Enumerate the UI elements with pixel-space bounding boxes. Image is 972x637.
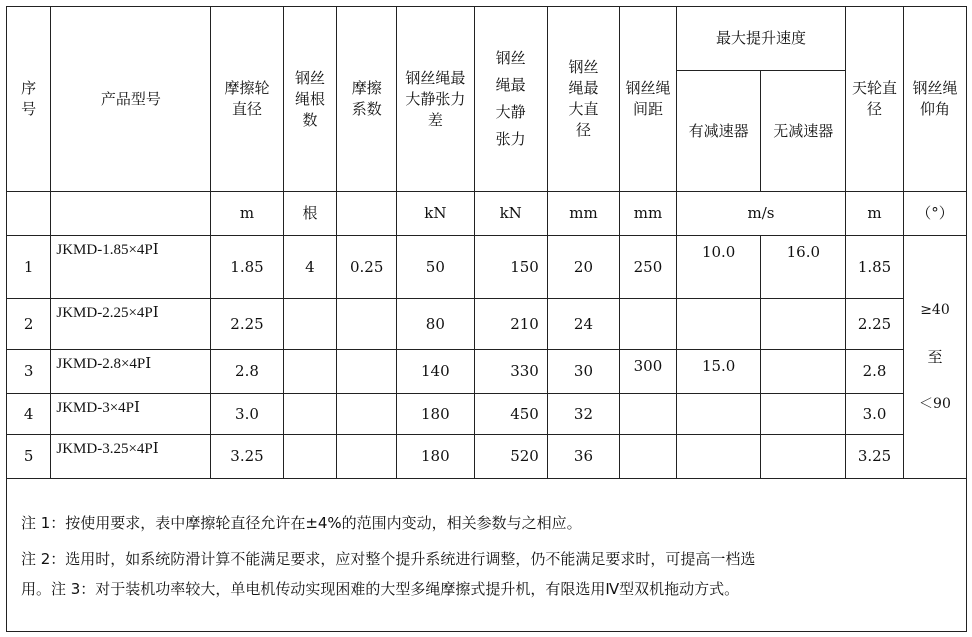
row-max-static-tension: 210 [474, 299, 547, 350]
row-seq: 2 [7, 299, 51, 350]
unit-max-tension-diff: kN [397, 192, 474, 236]
header-sheave-diameter: 天轮直径 [846, 7, 904, 192]
row-max-rope-diameter: 24 [547, 299, 619, 350]
header-max-rope-diameter: 钢丝绳最大直径 [547, 7, 619, 192]
row-friction-coef [337, 299, 397, 350]
header-friction-coef: 摩擦系数 [337, 7, 397, 192]
unit-max-static-tension: kN [474, 192, 547, 236]
unit-friction-coef [337, 192, 397, 236]
row-max-rope-diameter: 32 [547, 394, 619, 435]
unit-elevation-angle: （°） [903, 192, 966, 236]
unit-seq [7, 192, 51, 236]
header-max-speed: 最大提升速度 [676, 7, 845, 71]
row-rope-count [283, 299, 337, 350]
row-model: JKMD-2.8×4PⅠ [51, 350, 211, 394]
spec-table [6, 6, 967, 479]
row-friction-coef [337, 394, 397, 435]
row-sheave-diameter: 3.0 [846, 394, 904, 435]
table-row [7, 394, 967, 435]
header-model: 产品型号 [51, 7, 211, 192]
row-speed-without-reducer [761, 435, 846, 479]
row-max-rope-diameter: 36 [547, 435, 619, 479]
header-without-reducer: 无减速器 [761, 71, 846, 192]
unit-rope-count: 根 [283, 192, 337, 236]
row-rope-spacing [620, 435, 677, 479]
row-rope-spacing [620, 299, 677, 350]
row-friction-coef [337, 435, 397, 479]
elevation-angle-range [903, 236, 966, 479]
unit-max-rope-diameter: mm [547, 192, 619, 236]
row-max-static-tension: 150 [474, 236, 547, 299]
row-max-tension-diff: 80 [397, 299, 474, 350]
row-drum-diameter: 3.0 [211, 394, 283, 435]
unit-drum-diameter: m [211, 192, 283, 236]
row-max-static-tension: 450 [474, 394, 547, 435]
angle-mid: 至 [927, 347, 943, 366]
row-rope-spacing: 250 [620, 236, 677, 299]
row-rope-count: 4 [283, 236, 337, 299]
row-max-rope-diameter: 20 [547, 236, 619, 299]
row-speed-with-reducer [676, 299, 761, 350]
row-friction-coef [337, 350, 397, 394]
row-speed-with-reducer: 10.0 [676, 236, 761, 299]
row-max-tension-diff: 180 [397, 435, 474, 479]
row-model: JKMD-3×4PⅠ [51, 394, 211, 435]
unit-max-speed: m/s [676, 192, 845, 236]
row-speed-without-reducer [761, 299, 846, 350]
row-speed-without-reducer [761, 394, 846, 435]
note-1: 注 1：按使用要求，表中摩擦轮直径允许在±4%的范围内变动，相关参数与之相应。 [21, 514, 582, 532]
row-rope-count [283, 394, 337, 435]
row-rope-count [283, 435, 337, 479]
row-rope-count [283, 350, 337, 394]
header-with-reducer: 有减速器 [676, 71, 761, 192]
row-sheave-diameter: 2.8 [846, 350, 904, 394]
table-row [7, 299, 967, 350]
header-seq: 序号 [7, 7, 51, 192]
row-model: JKMD-3.25×4PⅠ [51, 435, 211, 479]
table-row [7, 350, 967, 394]
row-max-tension-diff: 50 [397, 236, 474, 299]
row-drum-diameter: 3.25 [211, 435, 283, 479]
notes-section [6, 473, 967, 632]
row-drum-diameter: 2.25 [211, 299, 283, 350]
row-speed-without-reducer: 16.0 [761, 236, 846, 299]
row-seq: 3 [7, 350, 51, 394]
row-sheave-diameter: 2.25 [846, 299, 904, 350]
table-row [7, 236, 967, 299]
angle-max: ＜90 [919, 395, 951, 412]
row-speed-with-reducer [676, 435, 761, 479]
row-speed-with-reducer [676, 394, 761, 435]
row-speed-without-reducer [761, 350, 846, 394]
row-sheave-diameter: 1.85 [846, 236, 904, 299]
row-model: JKMD-2.25×4PⅠ [51, 299, 211, 350]
row-model: JKMD-1.85×4PⅠ [51, 236, 211, 299]
row-speed-with-reducer: 15.0 [676, 350, 761, 394]
unit-sheave-diameter: m [846, 192, 904, 236]
header-max-static-tension: 钢丝绳最大静张力 [474, 7, 547, 192]
row-drum-diameter: 2.8 [211, 350, 283, 394]
unit-rope-spacing: mm [620, 192, 677, 236]
row-seq: 5 [7, 435, 51, 479]
row-max-rope-diameter: 30 [547, 350, 619, 394]
row-max-tension-diff: 180 [397, 394, 474, 435]
row-sheave-diameter: 3.25 [846, 435, 904, 479]
row-rope-spacing [620, 394, 677, 435]
row-max-static-tension: 330 [474, 350, 547, 394]
row-max-static-tension: 520 [474, 435, 547, 479]
row-friction-coef: 0.25 [337, 236, 397, 299]
angle-min: ≥40 [920, 301, 950, 318]
note-3: 用。注 3：对于装机功率较大，单电机传动实现困难的大型多绳摩擦式提升机，有限选用Ⅳ型双机拖动方式。 [21, 580, 740, 598]
row-seq: 4 [7, 394, 51, 435]
header-rope-count: 钢丝绳根数 [283, 7, 337, 192]
header-rope-spacing: 钢丝绳间距 [620, 7, 677, 192]
header-max-tension-diff: 钢丝绳最大静张力差 [397, 7, 474, 192]
note-2: 注 2：选用时，如系统防滑计算不能满足要求，应对整个提升系统进行调整，仍不能满足要求时，可提高一档选 [21, 550, 756, 568]
row-rope-spacing: 300 [620, 350, 677, 394]
header-drum-diameter: 摩擦轮直径 [211, 7, 283, 192]
unit-model [51, 192, 211, 236]
header-elevation-angle: 钢丝绳仰角 [903, 7, 966, 192]
row-max-tension-diff: 140 [397, 350, 474, 394]
row-drum-diameter: 1.85 [211, 236, 283, 299]
table-row [7, 435, 967, 479]
row-seq: 1 [7, 236, 51, 299]
